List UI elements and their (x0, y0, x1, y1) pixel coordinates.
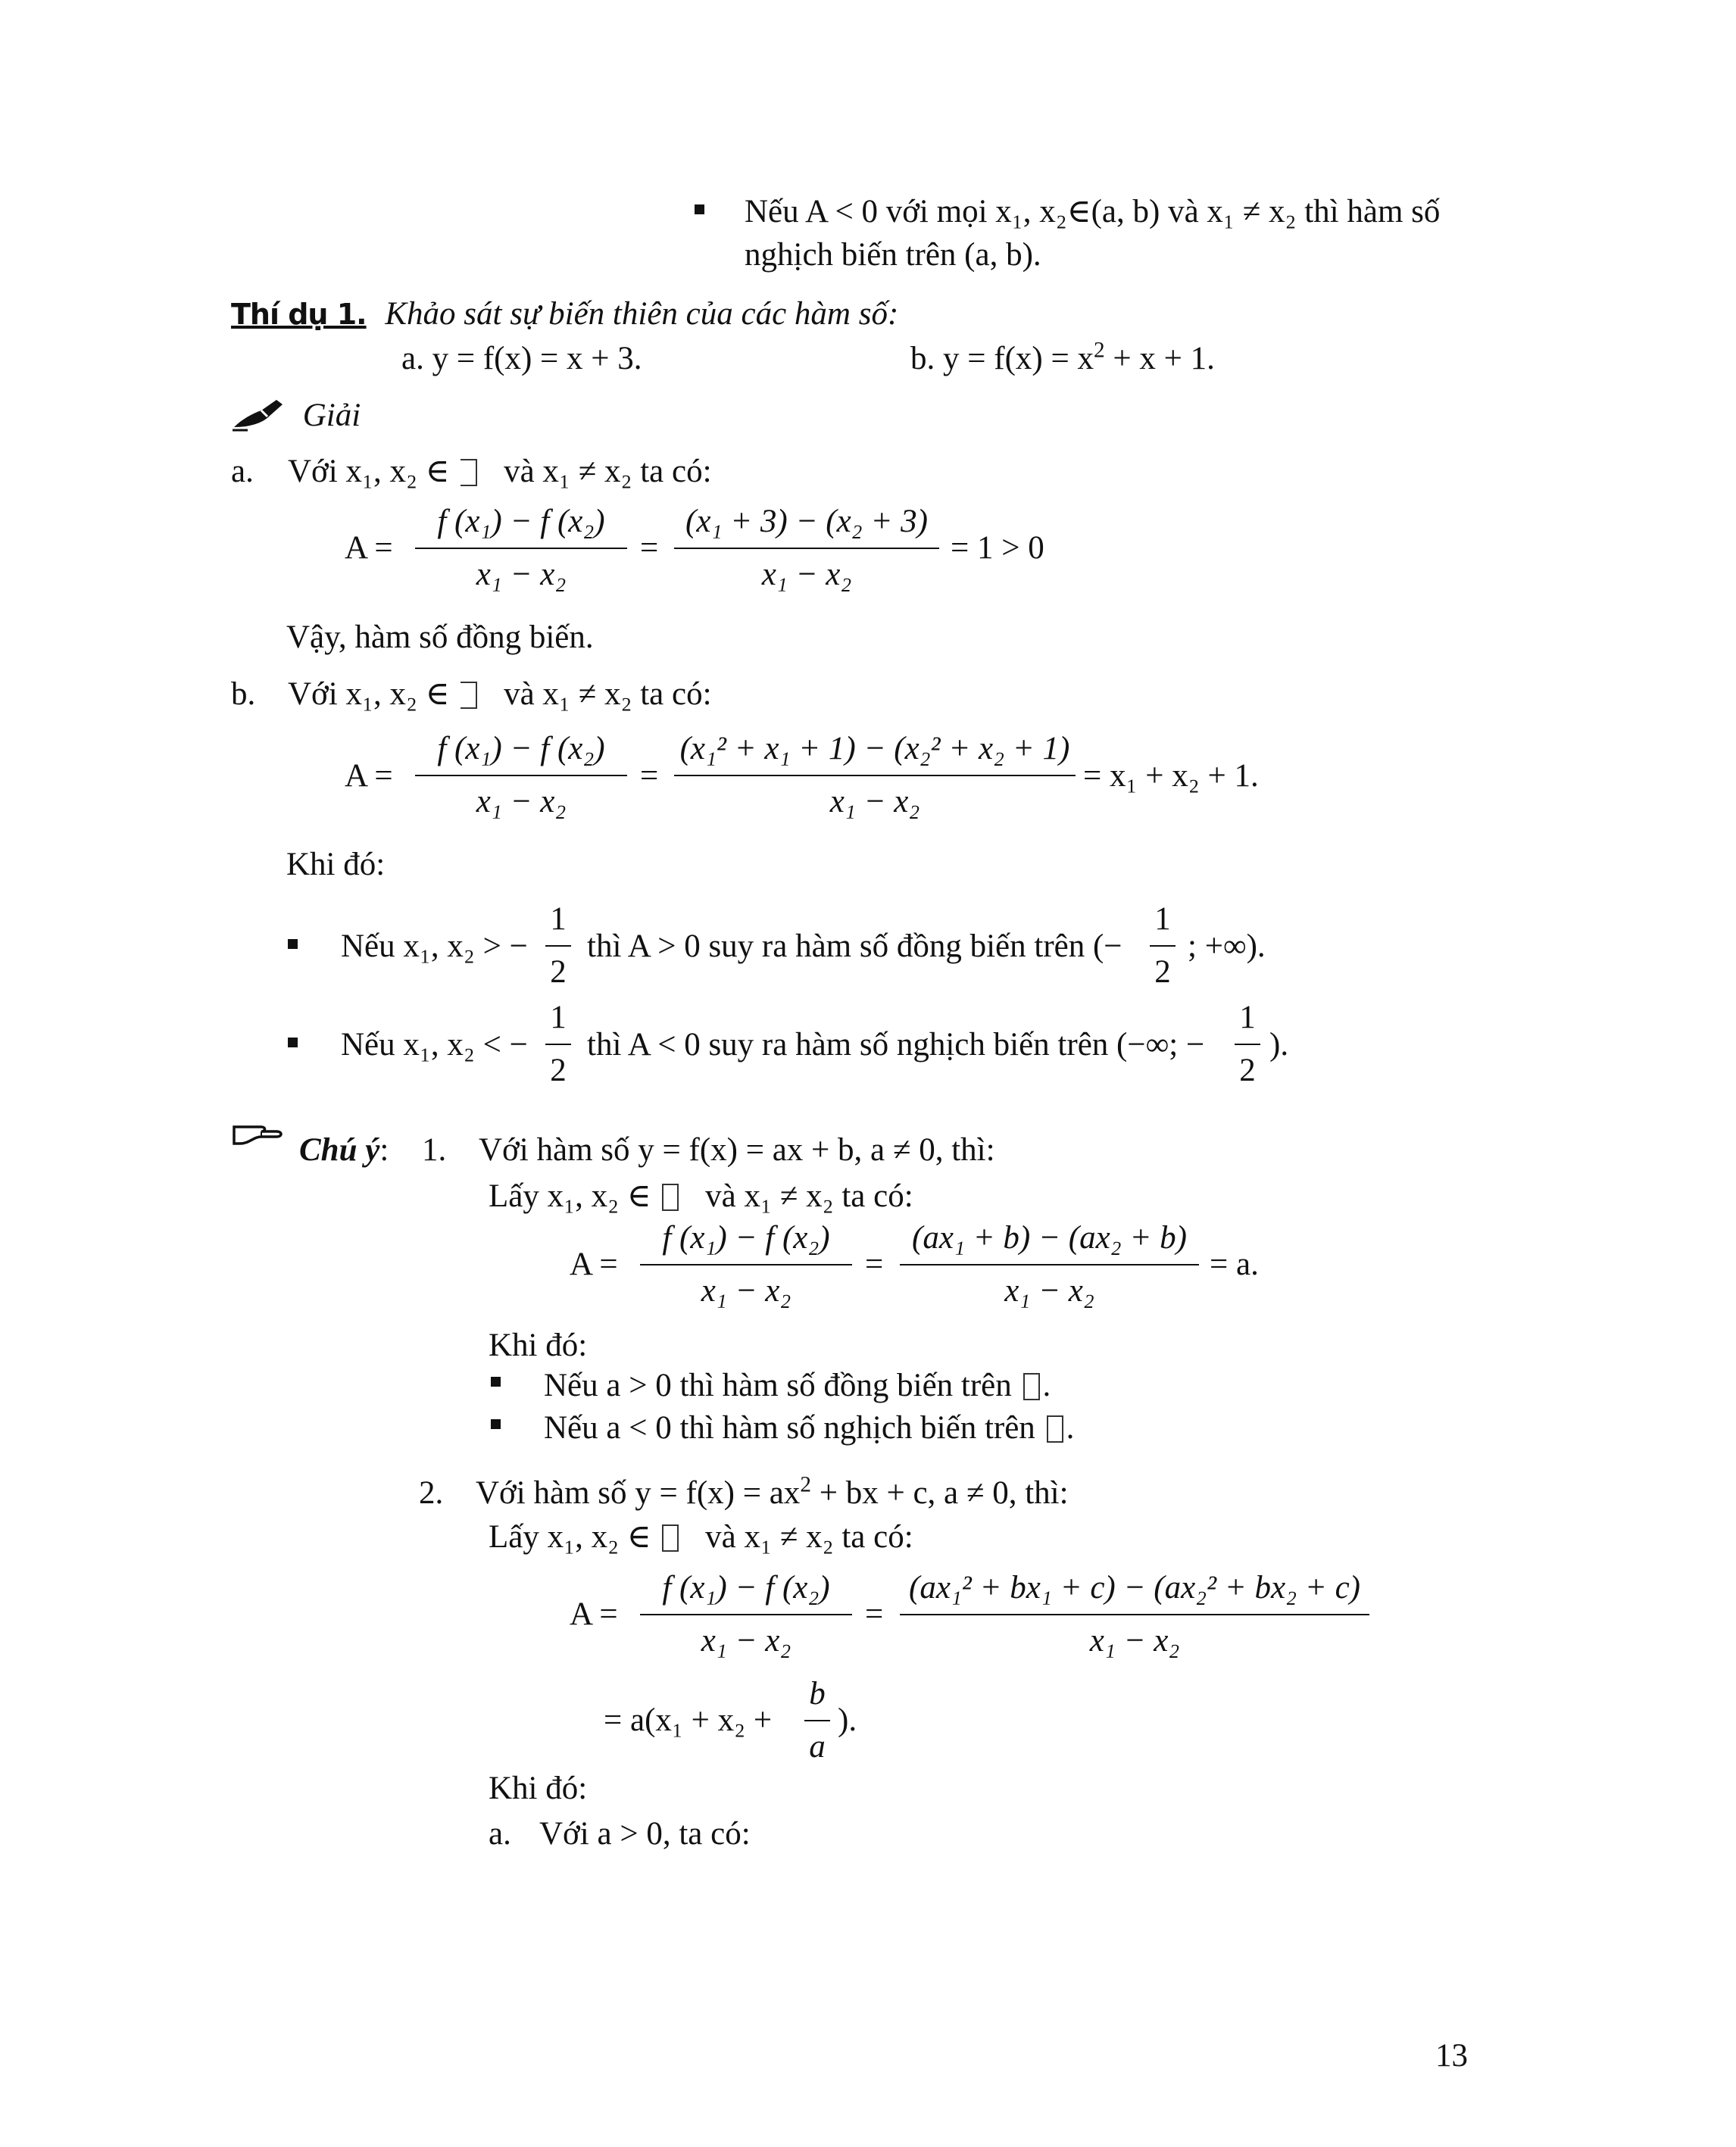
note-label: Chú ý (299, 1132, 380, 1168)
case1-mid: thì A > 0 suy ra hàm số đồng biến trên (− (587, 928, 1122, 964)
n1-A-eq: A = (570, 1247, 618, 1282)
b-frac-1: f (x₁) − f (x₂) x₁ − x₂ (415, 727, 627, 824)
a-frac-2: (x₁ + 3) − (x₂ + 3) x₁ − x₂ (674, 500, 939, 597)
note-item2-num: 2. (419, 1475, 444, 1511)
b-then: Khi đó: (286, 847, 386, 882)
note-item1-title: Với hàm số y = f(x) = ax + b, a ≠ 0, thì: (479, 1132, 995, 1168)
case1-left: Nếu x₁, x₂ > − (341, 928, 528, 964)
example-task: Khảo sát sự biến thiên của các hàm số: (385, 296, 899, 332)
n1-positive: Nếu a > 0 thì hàm số đồng biến trên . (544, 1368, 1051, 1403)
b-A-eq: A = (345, 758, 393, 794)
n1-eq: = (865, 1247, 884, 1282)
b-result: = x₁ + x₂ + 1. (1083, 758, 1259, 794)
note-item1-num: 1. (422, 1132, 447, 1168)
real-set-symbol (461, 682, 477, 709)
n2-result-post: ). (838, 1702, 857, 1738)
n2-a-text: Với a > 0, ta có: (539, 1816, 751, 1852)
n1-negative: Nếu a < 0 thì hàm số nghịch biến trên . (544, 1410, 1075, 1446)
n2-frac-1: f (x₁) − f (x₂) x₁ − x₂ (640, 1566, 852, 1663)
intro-line-2: nghịch biến trên (a, b). (745, 237, 1041, 273)
real-set-symbol (1023, 1373, 1040, 1400)
page-number: 13 (1435, 2038, 1468, 2074)
part-a-label: a. (231, 454, 254, 489)
n1-frac-1: f (x₁) − f (x₂) x₁ − x₂ (640, 1216, 852, 1313)
case1-frac-half: 1 2 (545, 897, 571, 994)
a-conclusion: Vậy, hàm số đồng biến. (286, 619, 594, 655)
note-item2-take: Lấy x₁, x₂ ∈ và x₁ ≠ x₂ ta có: (489, 1519, 913, 1555)
n1-result: = a. (1210, 1247, 1259, 1282)
n2-frac-b-over-a: b a (804, 1672, 830, 1769)
case2-frac-half: 1 2 (545, 996, 571, 1093)
case2-frac-half-2: 1 2 (1235, 996, 1260, 1093)
case2-mid: thì A < 0 suy ra hàm số nghịch biến trên (−∞; − (587, 1027, 1205, 1063)
n1-frac-2: (ax₁ + b) − (ax₂ + b) x₁ − x₂ (900, 1216, 1199, 1313)
note-label-row: Chú ý: (299, 1132, 389, 1168)
n2-then: Khi đó: (489, 1771, 588, 1806)
real-set-symbol (461, 459, 477, 486)
bullet (491, 1419, 501, 1429)
real-set-symbol (662, 1524, 679, 1552)
example-heading: Thí dụ 1. (231, 298, 367, 331)
bullet (288, 939, 298, 949)
note-item1-take: Lấy x₁, x₂ ∈ và x₁ ≠ x₂ ta có: (489, 1178, 913, 1214)
n2-result-pre: = a(x₁ + x₂ + (604, 1702, 773, 1738)
solution-label-row (231, 397, 361, 432)
b-eq: = (640, 758, 659, 794)
case2-right: ). (1269, 1027, 1289, 1063)
example-heading-row (231, 298, 898, 330)
example-part-a: a. y = f(x) = x + 3. (401, 341, 642, 376)
n2-eq: = (865, 1596, 884, 1632)
a-eq: = (640, 530, 659, 566)
pencil-hand-icon (231, 397, 286, 432)
a-result: = 1 > 0 (951, 530, 1044, 566)
solution-label: Giải (302, 398, 361, 433)
n1-then: Khi đó: (489, 1328, 588, 1363)
part-b-label: b. (231, 676, 256, 712)
note-item2-title: Với hàm số $y = f(x) = ax^2$ + bx + c, a ≠ 0, thì: (476, 1472, 1069, 1511)
case1-frac-half-2: 1 2 (1150, 897, 1176, 994)
part-b-intro: Với x₁, x₂ ∈ và x₁ ≠ x₂ ta có: (288, 676, 712, 712)
real-set-symbol (1047, 1415, 1063, 1443)
part-a-intro: Với x₁, x₂ ∈ và x₁ ≠ x₂ ta có: (288, 454, 712, 489)
example-part-b: b. $y = f(x) = x^2 + x + 1$. (910, 338, 1215, 376)
n2-frac-2: (ax₁² + bx₁ + c) − (ax₂² + bx₂ + c) x₁ − x₂ (900, 1566, 1369, 1663)
real-set-symbol (662, 1184, 679, 1211)
n2-A-eq: A = (570, 1596, 618, 1632)
bullet (491, 1377, 501, 1387)
bullet (695, 204, 704, 214)
a-frac-1: f (x₁) − f (x₂) x₁ − x₂ (415, 500, 627, 597)
pointing-hand-icon (231, 1119, 284, 1148)
intro-line-1: Nếu A < 0 với mọi x₁, x₂∈(a, b) và x₁ ≠ x₂ thì hàm số (745, 194, 1441, 229)
a-A-eq: A = (345, 530, 393, 566)
case1-right: ; +∞). (1188, 928, 1266, 964)
b-frac-2: (x₁² + x₁ + 1) − (x₂² + x₂ + 1) x₁ − x₂ (674, 727, 1076, 824)
case2-left: Nếu x₁, x₂ < − (341, 1027, 528, 1063)
n2-a-label: a. (489, 1816, 511, 1852)
bullet (288, 1038, 298, 1047)
